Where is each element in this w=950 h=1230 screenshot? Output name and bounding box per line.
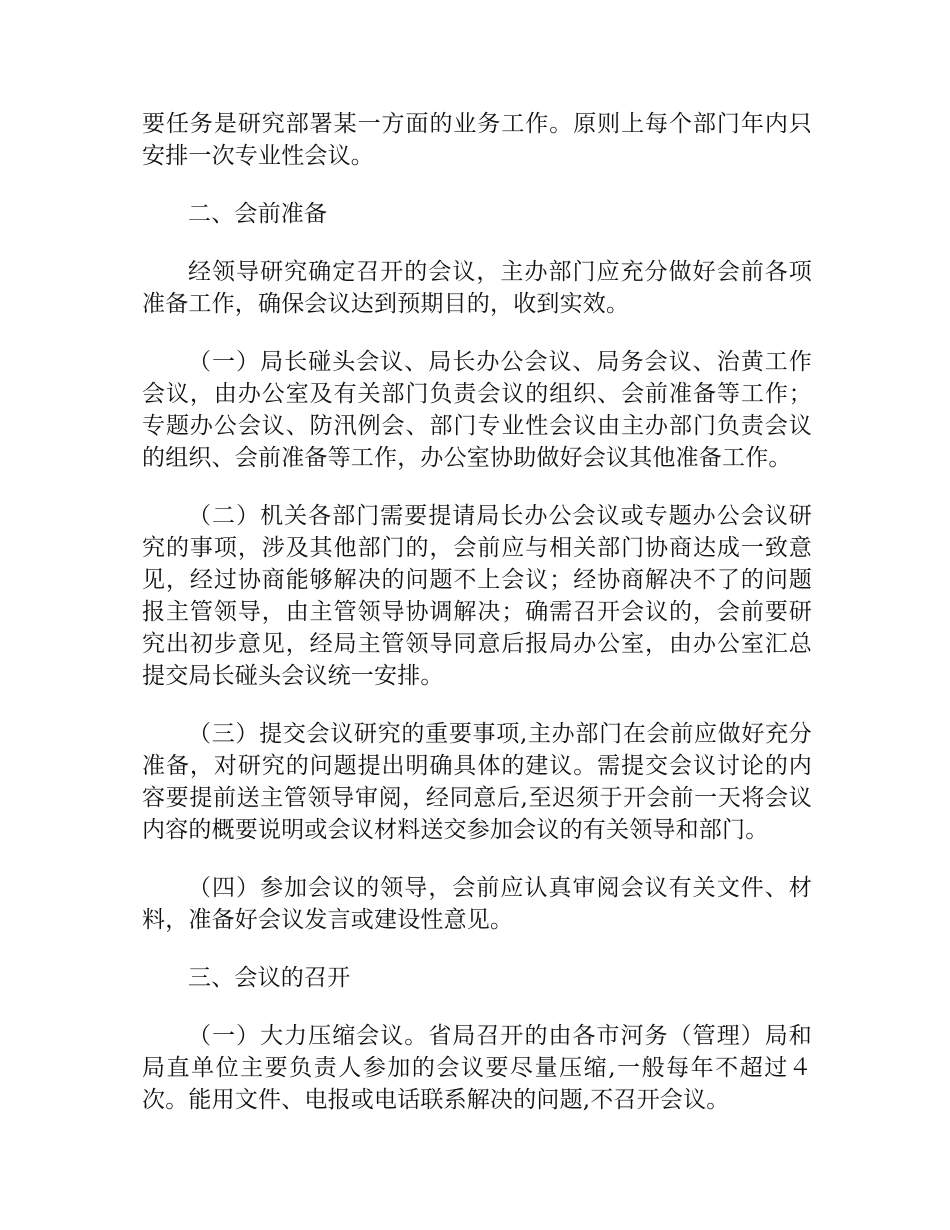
paragraph-continuation: 要任务是研究部署某一方面的业务工作。原则上每个部门年内只安排一次专业性会议。 bbox=[142, 111, 812, 169]
paragraph-item-1: （一）局长碰头会议、局长办公会议、局务会议、治黄工作会议，由办公室及有关部门负责会议的组织、会前准备等工作；专题办公会议、防汛例会、部门专业性会议由主办部门负责会议的组织、会前准备等工作，办公室协助做好会议其他准备工作。 bbox=[142, 349, 812, 471]
paragraph-item-3: （三）提交会议研究的重要事项,主办部门在会前应做好充分准备，对研究的问题提出明确具体的建议。需提交会议讨论的内容要提前送主管领导审阅，经同意后,至迟须于开会前一天将会议内容的概要说明或会议材料送交参加会议的有关领导和部门。 bbox=[142, 721, 812, 843]
paragraph-convening-item-1: （一）大力压缩会议。省局召开的由各市河务（管理）局和局直单位主要负责人参加的会议要尽量压缩,一般每年不超过４次。能用文件、电报或电话联系解决的问题,不召开会议。 bbox=[142, 1023, 812, 1113]
paragraph-item-2: （二）机关各部门需要提请局长办公会议或专题办公会议研究的事项，涉及其他部门的，会前应与相关部门协商达成一致意见，经过协商能够解决的问题不上会议；经协商解决不了的问题报主管领导，由主管领导协调解决；确需召开会议的，会前要研究出初步意见，经局主管领导同意后报局办公室，由办公室汇总提交局长碰头会议统一安排。 bbox=[142, 503, 812, 689]
section-heading-preparation: 二、会前准备 bbox=[188, 201, 328, 227]
paragraph-item-4: （四）参加会议的领导，会前应认真审阅会议有关文件、材料，准备好会议发言或建设性意见。 bbox=[142, 875, 812, 933]
paragraph-preparation-intro: 经领导研究确定召开的会议，主办部门应充分做好会前各项准备工作，确保会议达到预期目的，收到实效。 bbox=[142, 259, 812, 317]
document-page bbox=[142, 108, 812, 1142]
section-heading-convening: 三、会议的召开 bbox=[188, 965, 351, 991]
